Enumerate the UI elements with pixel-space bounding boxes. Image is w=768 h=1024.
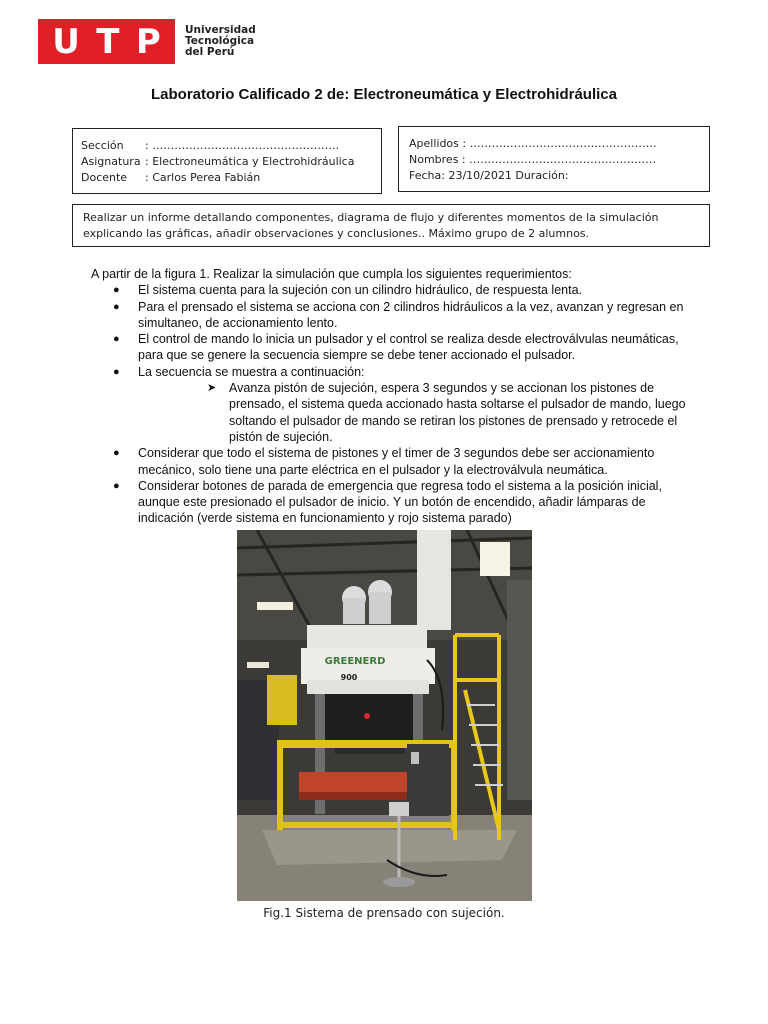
list-item [91,445,691,478]
page-title: Laboratorio Calificado 2 de: Electroneumática y Electrohidráulica [151,86,617,103]
logo-line-1: Universidad [185,24,256,36]
teacher-label: Docente [81,171,128,184]
logo-line-2: Tecnológica [185,35,255,47]
list-item-text: Para el prensado el sistema se acciona con 2 cilindros hidráulicos a la vez, avanzan y regresan en simultaneo, de accionamiento lento. [138,299,684,330]
list-item [91,364,691,380]
list-item-text: Considerar botones de parada de emergencia que regresa todo el sistema a la posición inicial, aunque este presionado el pulsador de inicio. Y un botón de encendido, añadir lámparas de indicación (verde sistema en funcionamiento y rojo sistema parado) [138,478,662,526]
list-item [91,299,691,332]
subject-value: : Electroneumática y Electrohidráulica [145,155,355,168]
bullet-icon: ● [113,447,120,460]
arrow-bullet-icon: ➤ [207,382,217,395]
requirements-list [91,282,691,380]
logo-badge [38,19,175,64]
sequence-sub-item [91,380,691,445]
subject-row [81,154,373,170]
names-row: Nombres : …………………………………………… [409,153,657,166]
section-label: Sección [81,139,124,152]
figure-caption: Fig.1 Sistema de prensado con sujeción. [263,906,505,920]
logo-wordmark [185,25,256,58]
bullet-icon: ● [113,284,120,297]
press-brand-label: GREENERD [324,656,386,667]
requirements-list-continued [91,445,691,526]
list-item [91,282,691,298]
utp-logo [38,19,256,64]
list-item-text: El control de mando lo inicia un pulsador y el control se realiza desde electroválvulas neumáticas, para que se genere la secuencia siempre se debe tener accionado el pulsador. [138,332,679,363]
bullet-icon: ● [113,479,120,492]
date-duration-row: Fecha: 23/10/2021 Duración: [409,169,569,182]
list-item-text: Considerar que todo el sistema de pistones y el timer de 3 segundos debe ser accionamiento mecánico, solo tiene una parte eléctrica en el pulsador y la electroválvula neumática. [138,446,655,477]
section-value: : …………………………………………… [145,139,340,152]
press-model-label: 900 [340,673,358,682]
list-item-text: El sistema cuenta para la sujeción con un cilindro hidráulico, de respuesta lenta. [138,283,583,298]
bullet-icon: ● [113,300,120,313]
bullet-icon: ● [113,365,120,378]
list-item [91,331,691,364]
teacher-value: : Carlos Perea Fabián [145,171,261,184]
teacher-row [81,170,373,186]
instructions-box: Realizar un informe detallando componentes, diagrama de flujo y diferentes momentos de la simulación explicando las gráficas, añadir observaciones y conclusiones.. Máximo grupo de 2 alumnos. [72,204,710,247]
sequence-text: Avanza pistón de sujeción, espera 3 segundos y se accionan los pistones de prensado, el sistema queda accionado hasta soltarse el pulsador de mando, luego soltando el pulsador de mando se retiran los pistones de prensado y retrocede el pistón de sujeción. [229,381,686,444]
press-photo [237,530,532,901]
subject-label: Asignatura [81,155,141,168]
logo-letter-p: P [135,21,161,62]
course-info-box [72,128,382,194]
logo-line-3: del Perú [185,46,235,58]
requirements-section [91,266,691,527]
list-item-text: La secuencia se muestra a continuación: [138,364,365,379]
logo-letter-u: U [52,21,80,62]
bullet-icon: ● [113,333,120,346]
list-item [91,478,691,527]
student-info-box [398,126,710,192]
section-row [81,138,373,154]
logo-letter-t: T [96,21,120,62]
surname-row: Apellidos : …………………………………………… [409,137,657,150]
intro-text: A partir de la figura 1. Realizar la simulación que cumpla los siguientes requerimientos: [91,267,572,281]
